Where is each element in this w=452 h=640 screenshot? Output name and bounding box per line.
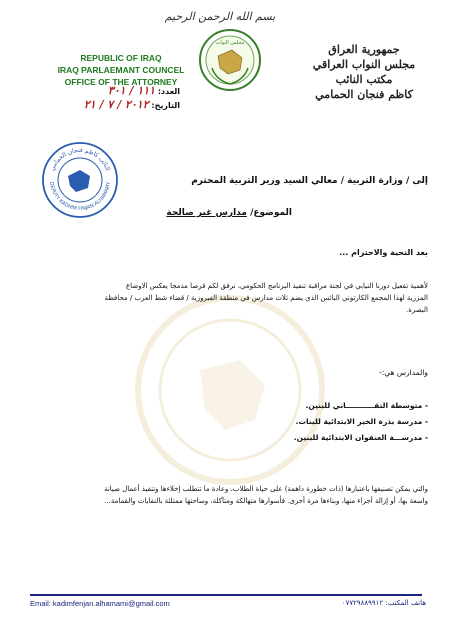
subject-line bbox=[166, 208, 292, 218]
list-item: - متوسطة التقـــــــــــاني للبنين. bbox=[305, 401, 428, 410]
subject-label: الموضوع/ bbox=[250, 208, 292, 218]
body-line-1: لأهمية تفعيل دورنا النيابي في لجنة مراقبة تنفيذ البرنامج الحكومي، نرفق لكم قرصا مدمجا يعكس الاوضاع bbox=[125, 282, 428, 290]
closing-line-1: والتي يمكن تصنيفها باعتبارها (ذات خطورة داهمة) على حياة الطلاب، وعادة ما تتطلب إخلاءها وتنفيذ أعمال صيانة bbox=[104, 485, 428, 493]
date-label: التاريخ: bbox=[151, 101, 180, 110]
reference-number-row bbox=[30, 84, 180, 98]
ar-letterhead-line-2: مجلس النواب العراقي bbox=[312, 58, 416, 71]
list-item: - مدرســـة العنفوان الابتدائية للبنين. bbox=[293, 433, 428, 442]
emblem-label: مجلس النواب bbox=[215, 40, 245, 46]
ar-letterhead-line-1: جمهورية العراق bbox=[328, 43, 400, 56]
basmala: بسم الله الرحمن الرحيم bbox=[164, 10, 276, 23]
list-item: - مدرسة بذرة الخير الابتدائية للبنات. bbox=[295, 417, 428, 426]
closing-line-2: واسعة بها، أو إزالة أجزاء منها، وبناءها مرة أخرى. فأسوارها متهالكة ومتآكلة، وساحتها ممتلئة بالنفايات والقمامة... bbox=[104, 497, 428, 505]
ar-letterhead-line-3: مكتب النائب bbox=[335, 73, 393, 86]
arabic-letterhead bbox=[294, 42, 434, 102]
body-paragraph bbox=[18, 280, 428, 316]
subject-value: مدارس غير صالحة bbox=[166, 208, 247, 218]
footer-email: Email: kadimfenjan.alhamami@gmail.com bbox=[30, 599, 170, 608]
closing-paragraph bbox=[18, 483, 428, 507]
footer-phone: هاتف المكتب: ٠٧٧٢٩٨٨٩٩١٢ bbox=[341, 599, 426, 607]
stamp-english-text: DEPUTY KADHIM FINJAN ALHAMAMY bbox=[48, 181, 112, 213]
parliament-emblem bbox=[198, 28, 262, 92]
addressee: إلى / وزارة التربية / معالي السيد وزير التربية المحترم bbox=[191, 176, 428, 186]
stamp-arabic-text: النائب كاظم فنجان الحمامي bbox=[48, 146, 112, 172]
letterhead-line-1: REPUBLIC OF IRAQ bbox=[80, 53, 162, 63]
body-line-3: البصرة. bbox=[405, 306, 428, 314]
reference-block bbox=[30, 84, 180, 112]
number-value: ١١١ / ٣٠١ bbox=[107, 84, 156, 97]
reference-date-row bbox=[30, 98, 180, 112]
ar-letterhead-line-4: كاظم فنجان الحمامي bbox=[315, 88, 413, 101]
official-stamp bbox=[40, 140, 120, 220]
watermark-emblem bbox=[130, 290, 330, 490]
schools-intro: والمدارس هي:- bbox=[379, 368, 428, 377]
letterhead-line-3: OFFICE OF THE ATTORNEY bbox=[64, 77, 178, 87]
english-letterhead bbox=[46, 52, 196, 88]
letterhead-line-2: IRAQ PARLAEMANT COUNCEL bbox=[57, 65, 185, 75]
schools-list bbox=[228, 398, 428, 446]
body-line-2: المزرية لهذا المجمع الكارتوني البائس الذي يضم ثلاث مدارس في منطقة الفيروزية / قضاء شط العرب / محافظة bbox=[104, 294, 428, 302]
date-value: ٢٠١٢ / ٧ / ٢١ bbox=[83, 98, 149, 111]
footer-divider bbox=[30, 594, 422, 596]
greeting: بعد التحية والاحترام ... bbox=[339, 248, 428, 257]
number-label: العدد: bbox=[157, 87, 180, 96]
